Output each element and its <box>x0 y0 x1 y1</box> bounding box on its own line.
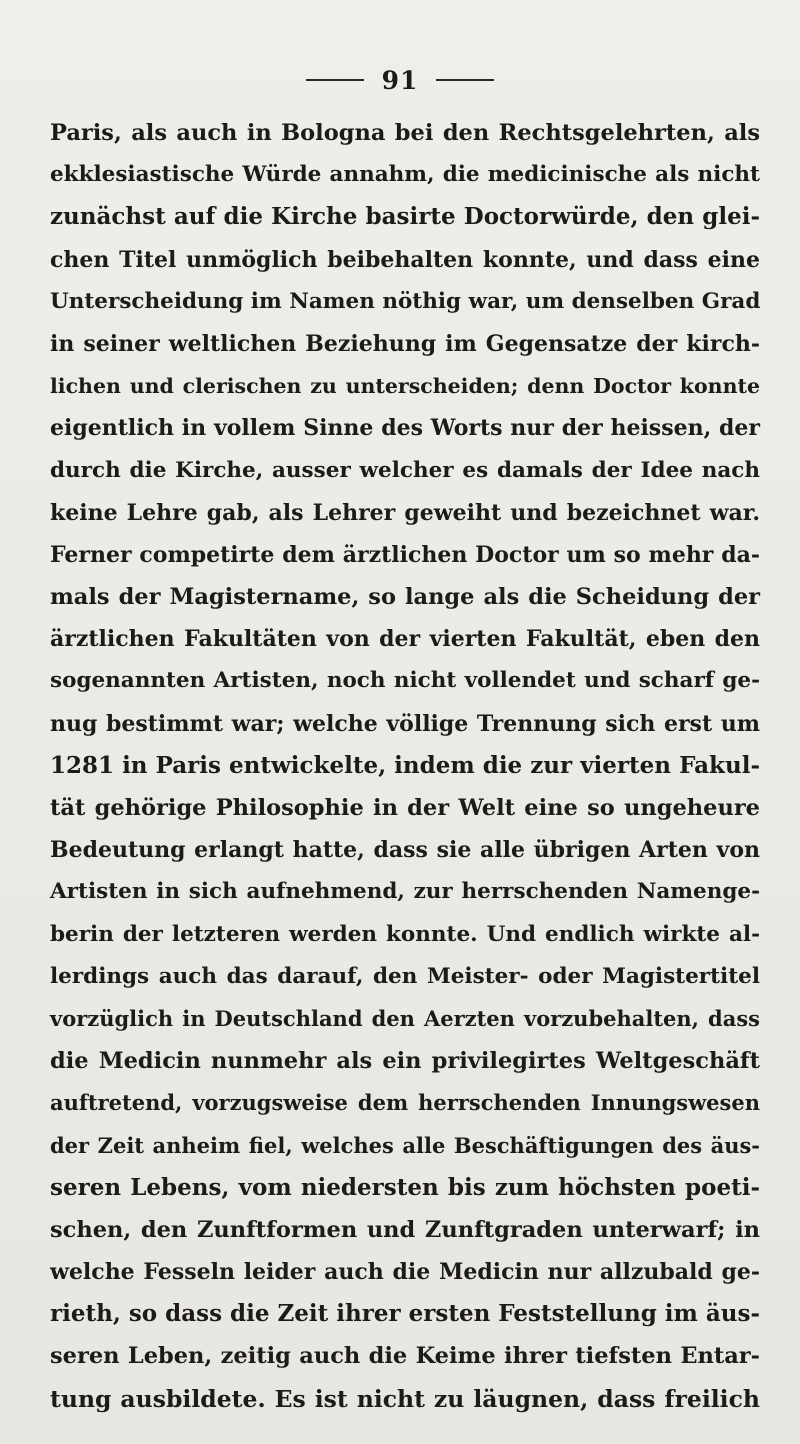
text-line: ekklesiastische Würde annahm, die medicinische als nicht <box>50 162 760 188</box>
text-line: ärztlichen Fakultäten von der vierten Fakultät, eben den <box>50 626 760 653</box>
text-line: in seiner weltlichen Beziehung im Gegensatze der kirch- <box>50 330 760 357</box>
text-line: 1281 in Paris entwickelte, indem die zur vierten Fakul- <box>50 751 760 779</box>
text-line: berin der letzteren werden konnte. Und endlich wirkte al- <box>50 921 760 947</box>
text-line: auftretend, vorzugsweise dem herrschenden Innungswesen <box>50 1090 760 1116</box>
text-line: der Zeit anheim fiel, welches alle Beschäftigungen des äus- <box>50 1132 760 1158</box>
text-line: mals der Magistername, so lange als die Scheidung der <box>50 584 760 611</box>
text-line: Ferner competirte dem ärztlichen Doctor um so mehr da- <box>50 541 760 568</box>
text-line: vorzüglich in Deutschland den Aerzten vorzubehalten, dass <box>50 1005 760 1031</box>
page-header <box>0 60 800 100</box>
text-line: nug bestimmt war; welche völlige Trennung sich erst um <box>50 710 760 737</box>
text-line: tung ausbildete. Es ist nicht zu läugnen, dass freilich <box>50 1384 760 1413</box>
text-line: Paris, als auch in Bologna bei den Rechtsgelehrten, als <box>50 120 760 146</box>
text-line: chen Titel unmöglich beibehalten konnte, und dass eine <box>50 246 760 273</box>
text-line: tät gehörige Philosophie in der Welt eine so ungeheure <box>50 795 760 821</box>
text-line: Artisten in sich aufnehmend, zur herrschenden Namenge- <box>50 879 760 905</box>
header-dash-left <box>306 79 364 81</box>
text-line: Bedeutung erlangt hatte, dass sie alle übrigen Arten von <box>50 837 760 864</box>
text-line: lerdings auch das darauf, den Meister- oder Magistertitel <box>50 963 760 989</box>
text-line: die Medicin nunmehr als ein privilegirtes Weltgeschäft <box>50 1048 760 1075</box>
text-line: seren Leben, zeitig auch die Keime ihrer tiefsten Entar- <box>50 1343 760 1370</box>
text-line: keine Lehre gab, als Lehrer geweiht und bezeichnet war. <box>50 499 760 526</box>
text-line: lichen und clerischen zu unterscheiden; denn Doctor konnte <box>50 374 760 399</box>
text-line: durch die Kirche, ausser welcher es damals der Idee nach <box>50 457 760 483</box>
body-text <box>50 112 760 1420</box>
text-line: schen, den Zunftformen und Zunftgraden unterwarf; in <box>50 1216 760 1243</box>
text-line: welche Fesseln leider auch die Medicin nur allzubald ge- <box>50 1259 760 1286</box>
text-line: rieth, so dass die Zeit ihrer ersten Feststellung im äus- <box>50 1300 761 1328</box>
text-line: zunächst auf die Kirche basirte Doctorwürde, den glei- <box>50 203 760 231</box>
text-line: Unterscheidung im Namen nöthig war, um denselben Grad <box>50 288 761 314</box>
text-line: eigentlich in vollem Sinne des Worts nur der heissen, der <box>50 415 760 442</box>
text-line: seren Lebens, vom niedersten bis zum höchsten poeti- <box>50 1173 760 1201</box>
text-line: sogenannten Artisten, noch nicht vollendet und scharf ge- <box>50 668 760 694</box>
page-number: 91 <box>381 65 419 95</box>
header-dash-right <box>436 79 494 81</box>
